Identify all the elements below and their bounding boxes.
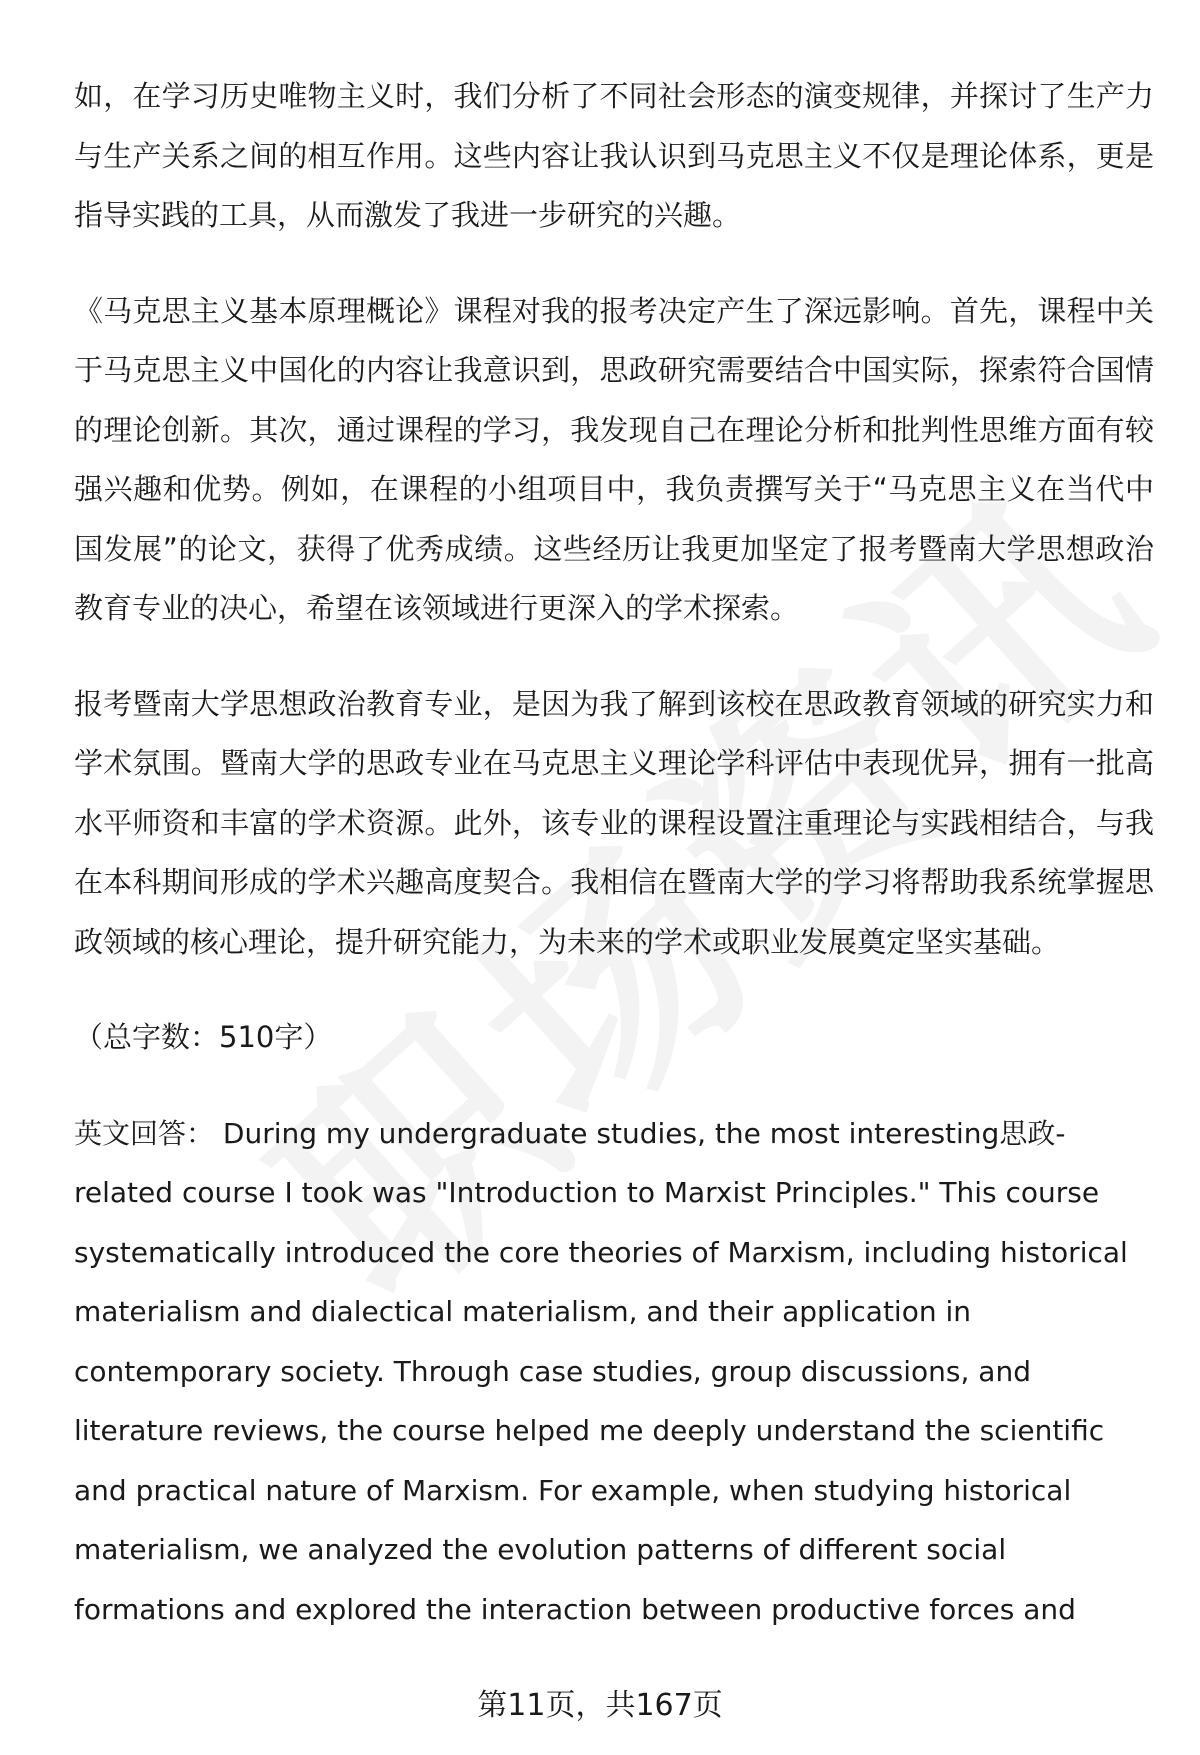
paragraph-1: 如，在学习历史唯物主义时，我们分析了不同社会形态的演变规律，并探讨了生产力与生产关系之间的相互作用。这些内容让我认识到马克思主义不仅是理论体系，更是指导实践的工具，从而激发了我进一步研究的兴趣。 [74, 79, 1154, 232]
paragraph-2: 《马克思主义基本原理概论》课程对我的报考决定产生了深远影响。首先，课程中关于马克思主义中国化的内容让我意识到，思政研究需要结合中国实际，探索符合国情的理论创新。其次，通过课程的学习，我发现自己在理论分析和批判性思维方面有较强兴趣和优势。例如，在课程的小组项目中，我负责撰写关于“马克思主义在当代中国发展”的论文，获得了优秀成绩。这些经历让我更加坚定了报考暨南大学思想政治教育专业的决心，希望在该领域进行更深入的学术探索。 [74, 293, 1154, 625]
page-number-footer: 第11页，共167页 [477, 1688, 723, 1723]
paragraph-3: 报考暨南大学思想政治教育专业，是因为我了解到该校在思政教育领域的研究实力和学术氛围。暨南大学的思政专业在马克思主义理论学科评估中表现优异，拥有一批高水平师资和丰富的学术资源。此外，该专业的课程设置注重理论与实践相结合，与我在本科期间形成的学术兴趣高度契合。我相信在暨南大学的学习将帮助我系统掌握思政领域的核心理论，提升研究能力，为未来的学术或职业发展奠定坚实基础。 [74, 686, 1154, 959]
document-body [74, 67, 1154, 1675]
english-answer-paragraph: 英文回答： During my undergraduate studies, the most interesting思政-related course I took was "Introduction to Marxist Principles." This course systematically introduced the core theories of Marxism, including historical materialism and dialectical materialism, and their application in contemporary society. Through case studies, group discussions, and literature reviews, the course helped me deeply understand the scientific and practical nature of Marxism. For example, when studying historical materialism, we analyzed the evolution patterns of different social formations and explored the interaction between productive forces and [74, 1116, 1128, 1626]
word-count-note: （总字数：510字） [74, 1020, 333, 1054]
